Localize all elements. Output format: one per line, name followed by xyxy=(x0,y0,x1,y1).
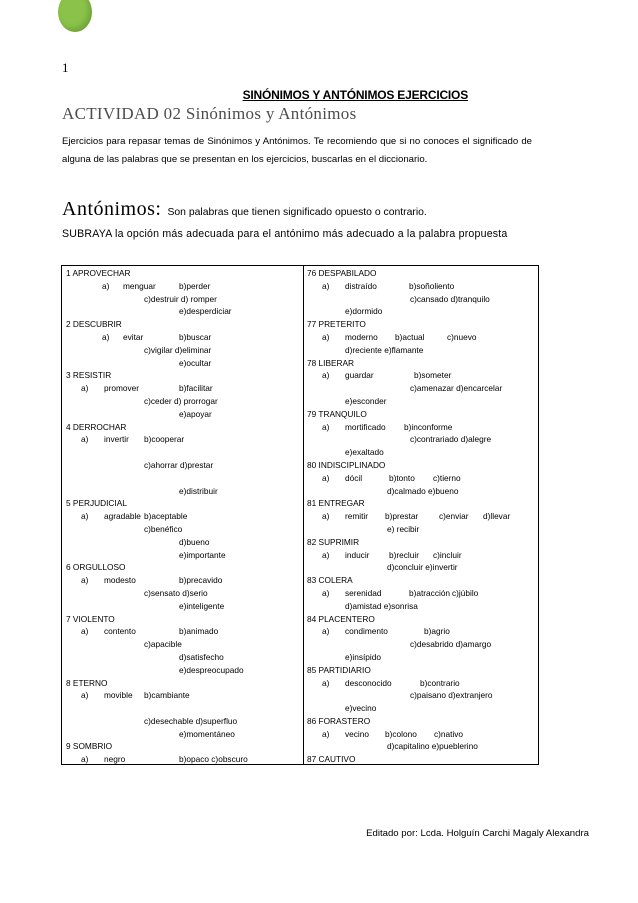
option-text: guardar xyxy=(345,370,374,381)
right-column-line xyxy=(307,600,535,613)
right-column xyxy=(307,267,535,765)
option-text: c)amenazar d)encarcelar xyxy=(410,383,503,394)
left-column-line xyxy=(66,561,300,574)
left-column-line xyxy=(66,740,300,753)
left-column-line xyxy=(66,293,300,306)
option-text: b)agrio xyxy=(424,626,450,637)
left-column-line xyxy=(66,715,300,728)
option-text: e)exaltado xyxy=(345,447,384,458)
activity-heading: ACTIVIDAD 02 Sinónimos y Antónimos xyxy=(62,104,357,123)
exercise-word: 5 PERJUDICIAL xyxy=(66,498,127,509)
right-column-line xyxy=(307,408,535,421)
option-letter: a) xyxy=(322,728,330,739)
option-letter: a) xyxy=(322,421,330,432)
option-text: agradable xyxy=(104,511,141,522)
option-text: c)júbilo xyxy=(452,587,479,598)
exercise-word: 79 TRANQUILO xyxy=(307,408,367,419)
exercise-word: 2 DESCUBRIR xyxy=(66,319,122,330)
exercise-word: 81 ENTREGAR xyxy=(307,498,365,509)
option-letter: a) xyxy=(102,331,110,342)
right-column-line xyxy=(307,433,535,446)
option-text: c)destruir d) romper xyxy=(144,293,217,304)
right-column-line xyxy=(307,638,535,651)
left-column xyxy=(66,267,300,765)
option-text: b)cooperar xyxy=(144,434,185,445)
option-letter: a) xyxy=(102,280,110,291)
left-column-line xyxy=(66,689,300,702)
option-text: b)facilitar xyxy=(179,383,213,394)
option-text: c)nativo xyxy=(434,728,464,739)
option-letter: a) xyxy=(81,690,89,701)
option-text: c)cansado d)tranquilo xyxy=(410,293,490,304)
option-text: c)benéfico xyxy=(144,523,183,534)
right-column-line xyxy=(307,523,535,536)
option-text: desconocido xyxy=(345,677,392,688)
option-text: b)precavido xyxy=(179,575,223,586)
option-letter: a) xyxy=(81,754,89,765)
option-text: b)inconforme xyxy=(404,421,453,432)
instruction-text: SUBRAYA la opción más adecuada para el antónimo más adecuado a la palabra propuesta xyxy=(62,228,508,240)
left-column-line xyxy=(66,344,300,357)
left-column-line xyxy=(66,459,300,472)
exercise-word: 9 SOMBRIO xyxy=(66,741,113,752)
option-text: c)ahorrar d)prestar xyxy=(144,459,214,470)
option-text: c)enviar xyxy=(439,511,469,522)
option-letter: a) xyxy=(322,472,330,483)
option-text: b)actual xyxy=(395,331,425,342)
left-column-line xyxy=(66,587,300,600)
option-text: b)tonto xyxy=(389,472,415,483)
right-column-line xyxy=(307,664,535,677)
exercise-word: 78 LIBERAR xyxy=(307,357,355,368)
right-column-line xyxy=(307,305,535,318)
left-column-line xyxy=(66,267,300,280)
option-text: moderno xyxy=(345,331,378,342)
left-column-line xyxy=(66,331,300,344)
right-column-line xyxy=(307,510,535,523)
exercise-table xyxy=(61,265,539,765)
option-text: b)someter xyxy=(414,370,452,381)
exercise-word: 1 APROVECHAR xyxy=(66,268,131,278)
right-column-line xyxy=(307,574,535,587)
antonyms-heading: Antónimos: xyxy=(62,198,162,220)
option-text: inducir xyxy=(345,549,370,560)
option-text: b)opaco c)obscuro xyxy=(179,754,248,765)
left-column-line xyxy=(66,472,300,485)
option-text: d)reciente e)flamante xyxy=(345,344,424,355)
left-column-line xyxy=(66,638,300,651)
left-column-line xyxy=(66,753,300,765)
right-column-line xyxy=(307,344,535,357)
left-column-line xyxy=(66,446,300,459)
left-column-line xyxy=(66,318,300,331)
option-text: c)desabrido d)amargo xyxy=(410,639,492,650)
right-column-line xyxy=(307,421,535,434)
exercise-word: 80 INDISCIPLINADO xyxy=(307,459,386,470)
option-text: dócil xyxy=(345,472,363,483)
option-letter: a) xyxy=(322,280,330,291)
option-text: negro xyxy=(104,754,126,765)
left-column-line xyxy=(66,664,300,677)
option-text: e)despreocupado xyxy=(179,664,244,675)
option-text: b)soñoliento xyxy=(409,280,455,291)
option-text: c)nuevo xyxy=(447,331,477,342)
option-text: b)perder xyxy=(179,280,211,291)
option-text: b)animado xyxy=(179,626,219,637)
option-text: c)tierno xyxy=(433,472,461,483)
right-column-line xyxy=(307,318,535,331)
right-column-line xyxy=(307,472,535,485)
option-text: c)apacible xyxy=(144,639,182,650)
option-text: c)desechable d)superfluo xyxy=(144,715,238,726)
left-column-line xyxy=(66,600,300,613)
left-column-line xyxy=(66,433,300,446)
option-text: e)vecino xyxy=(345,703,377,714)
intro-paragraph: Ejercicios para repasar temas de Sinónimos y Antónimos. Te recomiendo que si no conoces el significado de alguna de las palabras que se presentan en los ejercicios, buscarlas en el diccionario. xyxy=(62,136,532,165)
right-column-line xyxy=(307,549,535,562)
exercise-word: 3 RESISTIR xyxy=(66,370,112,381)
exercise-word: 83 COLERA xyxy=(307,575,353,586)
exercise-word: 82 SUPRIMIR xyxy=(307,536,360,547)
option-text: d)calmado e)bueno xyxy=(387,485,459,496)
right-column-line xyxy=(307,267,535,280)
option-text: e)apoyar xyxy=(179,408,212,419)
right-column-line xyxy=(307,651,535,664)
left-column-line xyxy=(66,305,300,318)
option-text: c)vigilar d)eliminar xyxy=(144,344,212,355)
option-letter: a) xyxy=(81,575,89,586)
exercise-word: 84 PLACENTERO xyxy=(307,613,375,624)
option-text: e)desperdiciar xyxy=(179,306,232,317)
option-text: contento xyxy=(104,626,136,637)
option-text: distraído xyxy=(345,280,377,291)
left-column-line xyxy=(66,357,300,370)
right-column-line xyxy=(307,536,535,549)
option-text: remitir xyxy=(345,511,369,522)
right-column-line xyxy=(307,702,535,715)
option-text: d)amistad e)sonrisa xyxy=(345,600,418,611)
option-text: d)satisfecho xyxy=(179,651,224,662)
option-text: c)sensato d)serio xyxy=(144,587,208,598)
document-title: SINÓNIMOS Y ANTÓNIMOS EJERCICIOS xyxy=(242,88,468,102)
option-text: modesto xyxy=(104,575,136,586)
right-column-line xyxy=(307,446,535,459)
page-number: 1 xyxy=(62,60,69,75)
right-column-line xyxy=(307,740,535,753)
left-column-line xyxy=(66,497,300,510)
option-letter: a) xyxy=(81,434,89,445)
option-text: d)capitalino e)pueblerino xyxy=(387,741,478,752)
option-text: mortificado xyxy=(345,421,386,432)
exercise-word: 87 CAUTIVO xyxy=(307,754,356,765)
option-letter: a) xyxy=(322,549,330,560)
left-column-line xyxy=(66,421,300,434)
right-column-line xyxy=(307,728,535,741)
option-text: c)ceder d) prorrogar xyxy=(144,395,218,406)
option-text: d)bueno xyxy=(179,536,210,547)
option-text: serenidad xyxy=(345,587,382,598)
left-column-line xyxy=(66,510,300,523)
right-column-line xyxy=(307,753,535,765)
option-text: evitar xyxy=(123,331,144,342)
right-column-line xyxy=(307,497,535,510)
right-column-line xyxy=(307,689,535,702)
right-column-line xyxy=(307,561,535,574)
left-column-line xyxy=(66,523,300,536)
column-divider xyxy=(303,266,304,764)
left-column-line xyxy=(66,280,300,293)
option-text: b)prestar xyxy=(385,511,419,522)
exercise-word: 8 ETERNO xyxy=(66,677,108,688)
option-text: e)importante xyxy=(179,549,226,560)
left-column-line xyxy=(66,369,300,382)
option-letter: a) xyxy=(322,626,330,637)
option-text: e)distribuir xyxy=(179,485,218,496)
left-column-line xyxy=(66,574,300,587)
option-text: invertir xyxy=(104,434,129,445)
exercise-word: 76 DESPABILADO xyxy=(307,268,377,278)
option-text: b)recluir xyxy=(389,549,419,560)
left-column-line xyxy=(66,408,300,421)
option-text: b)aceptable xyxy=(144,511,188,522)
option-text: e)inteligente xyxy=(179,600,225,611)
option-text: d)concluir e)invertir xyxy=(387,562,458,573)
left-column-line xyxy=(66,536,300,549)
exercise-word: 77 PRETERITO xyxy=(307,319,366,330)
option-text: b)cambiante xyxy=(144,690,190,701)
left-column-line xyxy=(66,677,300,690)
option-text: e)esconder xyxy=(345,395,387,406)
exercise-word: 6 ORGULLOSO xyxy=(66,562,126,573)
right-column-line xyxy=(307,459,535,472)
option-text: vecino xyxy=(345,728,369,739)
option-text: movible xyxy=(104,690,133,701)
right-column-line xyxy=(307,613,535,626)
right-column-line xyxy=(307,293,535,306)
option-text: menguar xyxy=(123,280,156,291)
left-column-line xyxy=(66,395,300,408)
antonyms-definition: Son palabras que tienen significado opuesto o contrario. xyxy=(167,207,427,218)
option-text: c)paisano d)extranjero xyxy=(410,690,493,701)
option-letter: a) xyxy=(322,370,330,381)
option-text: e)dormido xyxy=(345,306,383,317)
option-text: c)contrariado d)alegre xyxy=(410,434,492,445)
left-column-line xyxy=(66,549,300,562)
option-text: e)ocultar xyxy=(179,357,212,368)
option-text: e)momentáneo xyxy=(179,728,235,739)
left-column-line xyxy=(66,728,300,741)
option-letter: a) xyxy=(81,383,89,394)
option-text: e)insípido xyxy=(345,651,381,662)
exercise-word: 7 VIOLENTO xyxy=(66,613,115,624)
option-letter: a) xyxy=(322,511,330,522)
exercise-word: 4 DERROCHAR xyxy=(66,421,127,432)
option-letter: a) xyxy=(322,587,330,598)
left-column-line xyxy=(66,625,300,638)
option-text: b)atracción xyxy=(409,587,451,598)
left-column-line xyxy=(66,485,300,498)
right-column-line xyxy=(307,677,535,690)
right-column-line xyxy=(307,715,535,728)
right-column-line xyxy=(307,280,535,293)
option-text: promover xyxy=(104,383,140,394)
right-column-line xyxy=(307,382,535,395)
footer-editor: Editado por: Lcda. Holguín Carchi Magaly Alexandra xyxy=(366,828,589,839)
left-column-line xyxy=(66,613,300,626)
antonyms-heading-row xyxy=(62,198,427,221)
option-letter: a) xyxy=(322,677,330,688)
decorative-green-circle xyxy=(58,0,92,32)
option-text: b)contrario xyxy=(420,677,460,688)
option-text: b)buscar xyxy=(179,331,212,342)
right-column-line xyxy=(307,357,535,370)
right-column-line xyxy=(307,331,535,344)
right-column-line xyxy=(307,369,535,382)
right-column-line xyxy=(307,625,535,638)
option-text: condimento xyxy=(345,626,388,637)
right-column-line xyxy=(307,485,535,498)
option-letter: a) xyxy=(81,511,89,522)
option-letter: a) xyxy=(81,626,89,637)
exercise-word: 86 FORASTERO xyxy=(307,715,371,726)
left-column-line xyxy=(66,382,300,395)
exercise-word: 85 PARTIDIARIO xyxy=(307,664,371,675)
left-column-line xyxy=(66,702,300,715)
option-letter: a) xyxy=(322,331,330,342)
left-column-line xyxy=(66,651,300,664)
option-text: d)llevar xyxy=(483,511,511,522)
option-text: b)colono xyxy=(385,728,417,739)
option-text: c)incluir xyxy=(433,549,462,560)
option-text: e) recibir xyxy=(387,523,420,534)
right-column-line xyxy=(307,587,535,600)
right-column-line xyxy=(307,395,535,408)
